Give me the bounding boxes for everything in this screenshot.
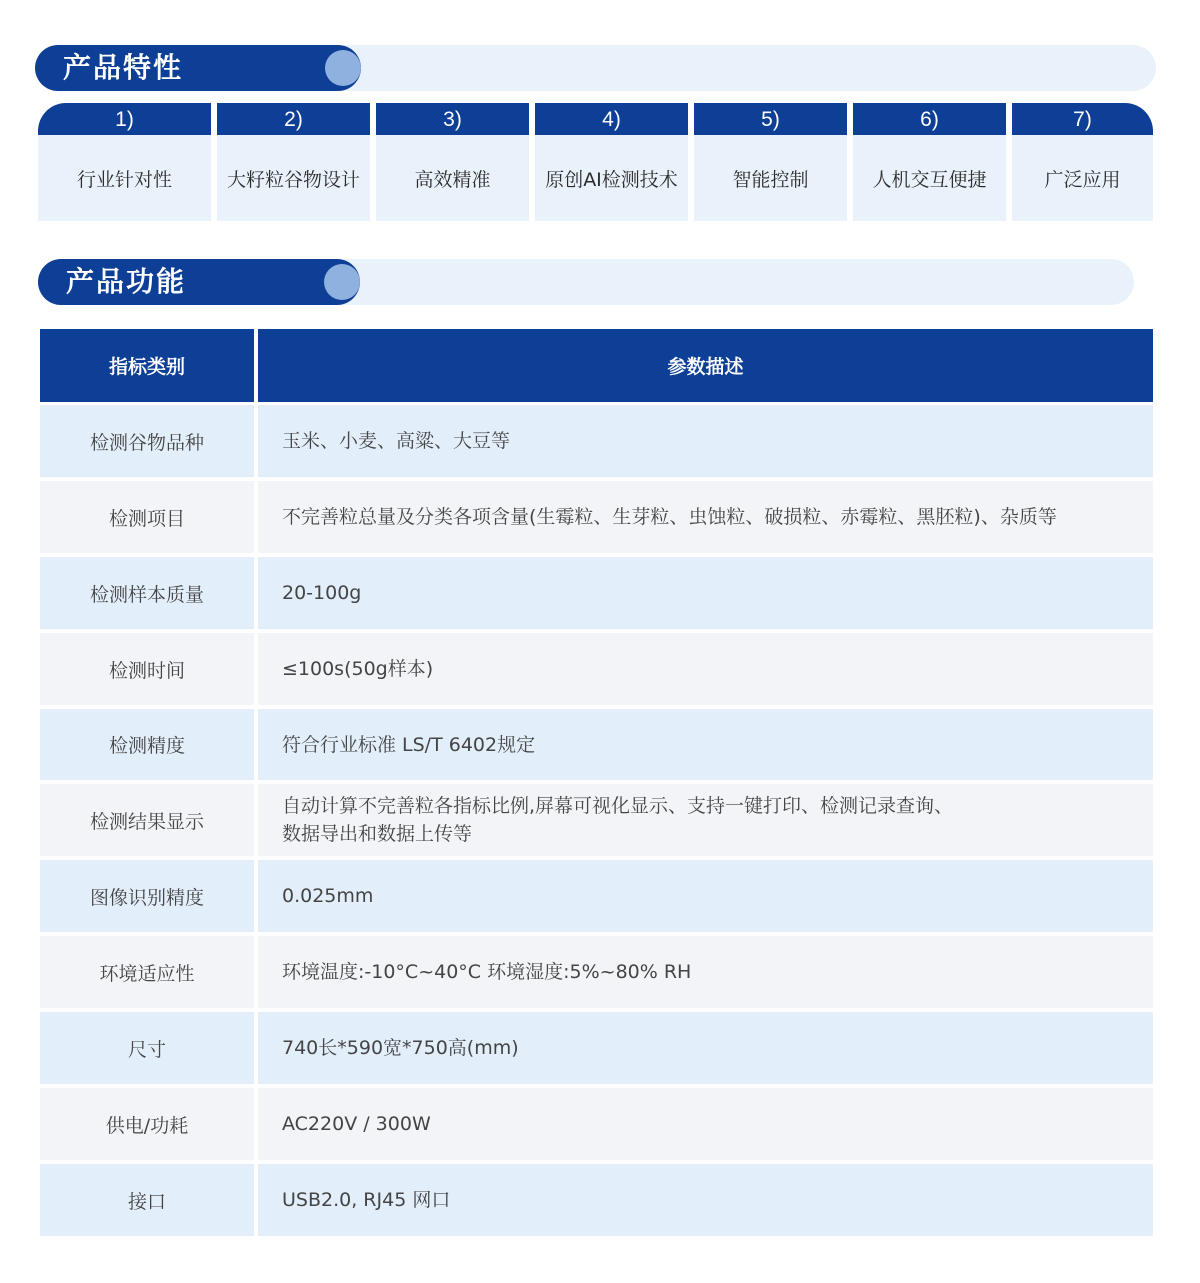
feature-card	[217, 103, 370, 221]
row-description: 不完善粒总量及分类各项含量(生霉粒、生芽粒、虫蚀粒、破损粒、赤霉粒、黑胚粒)、杂质等	[258, 481, 1153, 553]
feature-name: 广泛应用	[1012, 135, 1153, 221]
feature-number: 2)	[217, 103, 370, 135]
table-row	[40, 784, 1153, 856]
feature-number: 5)	[694, 103, 847, 135]
feature-card	[853, 103, 1006, 221]
feature-card	[694, 103, 847, 221]
row-category: 检测时间	[40, 633, 254, 705]
row-category: 尺寸	[40, 1012, 254, 1084]
feature-number: 4)	[535, 103, 688, 135]
feature-name: 人机交互便捷	[853, 135, 1006, 221]
feature-name: 高效精准	[376, 135, 529, 221]
row-category: 检测结果显示	[40, 784, 254, 856]
table-row	[40, 405, 1153, 477]
feature-number: 7)	[1012, 103, 1153, 135]
feature-number: 3)	[376, 103, 529, 135]
functions-section-banner	[38, 259, 1134, 305]
features-section-banner	[35, 45, 1156, 91]
feature-card	[38, 103, 211, 221]
table-row	[40, 557, 1153, 629]
table-header-row	[40, 329, 1153, 402]
table-row	[40, 481, 1153, 553]
header-description: 参数描述	[258, 329, 1153, 402]
feature-name: 大籽粒谷物设计	[217, 135, 370, 221]
row-description: USB2.0, RJ45 网口	[258, 1164, 1153, 1236]
table-row	[40, 633, 1153, 705]
feature-number: 1)	[38, 103, 211, 135]
row-description: 20-100g	[258, 557, 1153, 629]
table-row	[40, 860, 1153, 932]
row-description: 符合行业标准 LS/T 6402规定	[258, 709, 1153, 780]
feature-card	[1012, 103, 1153, 221]
features-section-title: 产品特性	[35, 45, 361, 91]
row-category: 检测项目	[40, 481, 254, 553]
row-category: 接口	[40, 1164, 254, 1236]
feature-name: 行业针对性	[38, 135, 211, 221]
table-row	[40, 1164, 1153, 1236]
row-description: AC220V / 300W	[258, 1088, 1153, 1160]
table-row	[40, 1088, 1153, 1160]
table-row	[40, 709, 1153, 780]
row-description: 环境温度:-10°C~40°C 环境湿度:5%~80% RH	[258, 936, 1153, 1008]
feature-card	[535, 103, 688, 221]
feature-list	[38, 103, 1153, 221]
row-category: 检测谷物品种	[40, 405, 254, 477]
row-description: 玉米、小麦、高粱、大豆等	[258, 405, 1153, 477]
table-row	[40, 1012, 1153, 1084]
feature-number: 6)	[853, 103, 1006, 135]
row-category: 检测样本质量	[40, 557, 254, 629]
row-category: 供电/功耗	[40, 1088, 254, 1160]
row-category: 图像识别精度	[40, 860, 254, 932]
feature-card	[376, 103, 529, 221]
row-category: 检测精度	[40, 709, 254, 780]
feature-name: 智能控制	[694, 135, 847, 221]
feature-name: 原创AI检测技术	[535, 135, 688, 221]
row-description: 0.025mm	[258, 860, 1153, 932]
banner-circle-decoration	[325, 50, 361, 86]
row-description: ≤100s(50g样本)	[258, 633, 1153, 705]
row-category: 环境适应性	[40, 936, 254, 1008]
row-description: 自动计算不完善粒各指标比例,屏幕可视化显示、支持一键打印、检测记录查询、 数据导出和数据上传等	[258, 784, 1153, 856]
table-row	[40, 936, 1153, 1008]
row-description: 740长*590宽*750高(mm)	[258, 1012, 1153, 1084]
functions-section-title: 产品功能	[38, 259, 360, 305]
banner-circle-decoration	[324, 264, 360, 300]
header-category: 指标类别	[40, 329, 254, 402]
